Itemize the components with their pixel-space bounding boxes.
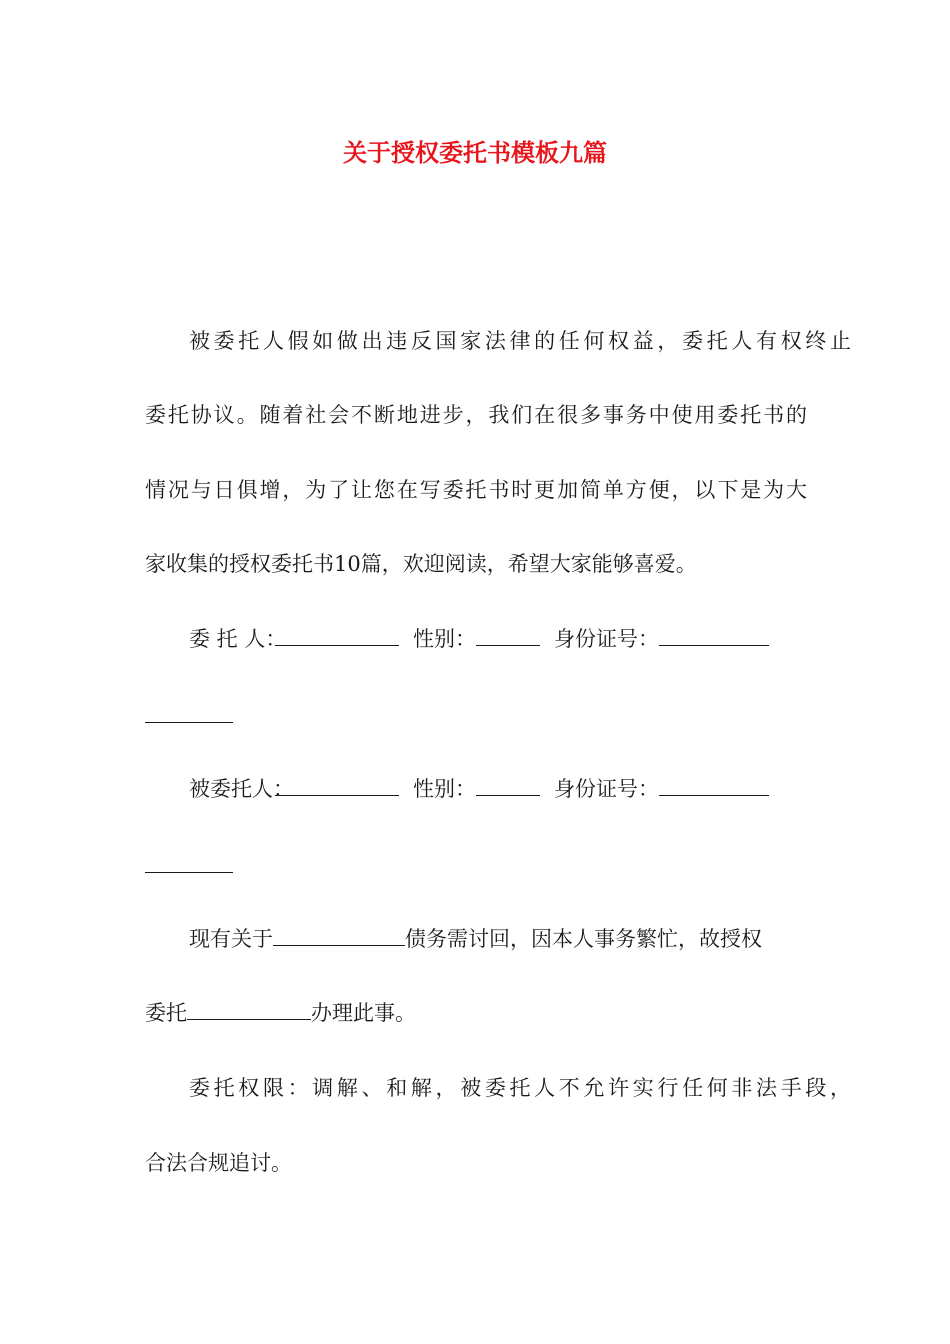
debt-prefix: 现有关于 [189, 927, 273, 951]
debt-line-1 [189, 924, 809, 954]
intro-line-4: 家收集的授权委托书10篇，欢迎阅读，希望大家能够喜爱。 [145, 552, 697, 576]
intro-line-3: 情况与日俱增，为了让您在写委托书时更加简单方便，以下是为大 [145, 478, 807, 502]
principal-gender-blank[interactable] [476, 625, 540, 646]
intro-line-1: 被委托人假如做出违反国家法律的任何权益，委托人有权终止 [189, 329, 851, 353]
debt-middle: 债务需讨回，因本人事务繁忙，故授权 [405, 927, 762, 951]
principal-id-label: 身份证号： [554, 627, 659, 651]
agent-row [189, 774, 809, 804]
intro-line-2: 委托协议。随着社会不断地进步，我们在很多事务中使用委托书的 [145, 403, 807, 427]
debt-line-2 [145, 998, 807, 1028]
debt-agent-blank[interactable] [187, 999, 311, 1020]
agent-id-blank[interactable] [659, 775, 769, 796]
debt-subject-blank[interactable] [273, 925, 405, 946]
principal-gender-label: 性别： [413, 627, 476, 651]
agent-id-label: 身份证号： [554, 777, 659, 801]
agent-name-blank[interactable] [275, 775, 399, 796]
debt-line2-suffix: 办理此事。 [311, 1001, 416, 1025]
agent-id-blank-continued[interactable] [145, 872, 233, 873]
authority-line-2: 合法合规追讨。 [145, 1151, 292, 1175]
document-title: 关于授权委托书模板九篇 [343, 138, 607, 167]
authority-line-1: 委托权限：调解、和解，被委托人不允许实行任何非法手段， [189, 1076, 851, 1100]
agent-gender-label: 性别： [413, 777, 476, 801]
principal-name-blank[interactable] [275, 625, 399, 646]
debt-line2-prefix: 委托 [145, 1001, 187, 1025]
agent-gender-blank[interactable] [476, 775, 540, 796]
principal-row [189, 624, 809, 654]
principal-id-blank-continued[interactable] [145, 722, 233, 723]
principal-id-blank[interactable] [659, 625, 769, 646]
principal-label: 委 托 人： [189, 627, 287, 651]
agent-label: 被委托人： [189, 777, 294, 801]
